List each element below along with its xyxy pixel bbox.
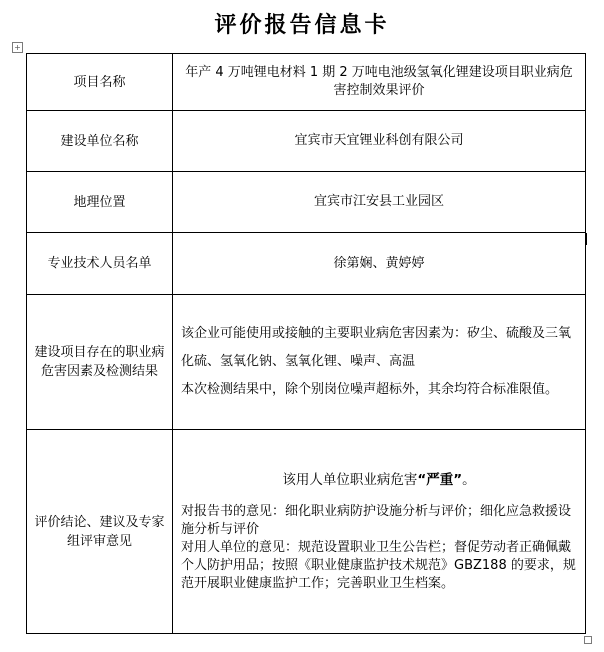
summary-prefix: 该用人单位职业病危害 [282,471,418,488]
location-value[interactable]: 宜宾市江安县工业园区 [173,172,586,233]
summary-suffix: 。 [462,471,476,488]
hazards-value[interactable] [173,295,586,430]
builder-value[interactable]: 宜宾市天宜锂业科创有限公司 [173,111,586,172]
table-row-staff [27,233,586,295]
conclusion-label: 评价结论、建议及专家组评审意见 [27,430,173,634]
table-row-hazards [27,295,586,430]
table-row-location [27,172,586,233]
employer-opinion-text: 对用人单位的意见：规范设置职业卫生公告栏；督促劳动者正确佩戴个人防护用品；按照《职业健康监护技术规范》GBZ188 的要求，规范开展职业健康监护工作；完善职业卫生档案。 [181,539,576,591]
project-name-label: 项目名称 [27,54,173,111]
conclusion-summary [181,471,577,489]
conclusion-value[interactable] [173,430,586,634]
report-opinion-text: 对报告书的意见：细化职业病防护设施分析与评价；细化应急救援设施分析与评价 [181,503,572,537]
table-row-conclusion [27,430,586,634]
table-move-handle-icon[interactable]: + [12,42,23,53]
builder-label: 建设单位名称 [27,111,173,172]
hazards-label: 建设项目存在的职业病危害因素及检测结果 [27,295,173,430]
staff-value[interactable]: 徐第娴、黄婷婷 [173,233,586,295]
summary-level: “严重” [417,471,463,488]
hazards-factors-text: 该企业可能使用或接触的主要职业病危害因素为：矽尘、硫酸及三氧化硫、氢氧化钠、氢氧化锂、噪声、高温 [181,326,572,369]
staff-label: 专业技术人员名单 [27,233,173,295]
table-resize-handle-icon[interactable] [584,636,592,644]
table-row-builder [27,111,586,172]
project-name-value[interactable]: 年产 4 万吨锂电材料 1 期 2 万吨电池级氢氧化锂建设项目职业病危害控制效果评价 [173,54,586,111]
page-title: 评价报告信息卡 [214,13,390,38]
location-label: 地理位置 [27,172,173,233]
hazards-result-text: 本次检测结果中，除个别岗位噪声超标外，其余均符合标准限值。 [181,382,559,397]
info-card-table [26,53,586,634]
table-row-project-name [27,54,586,111]
